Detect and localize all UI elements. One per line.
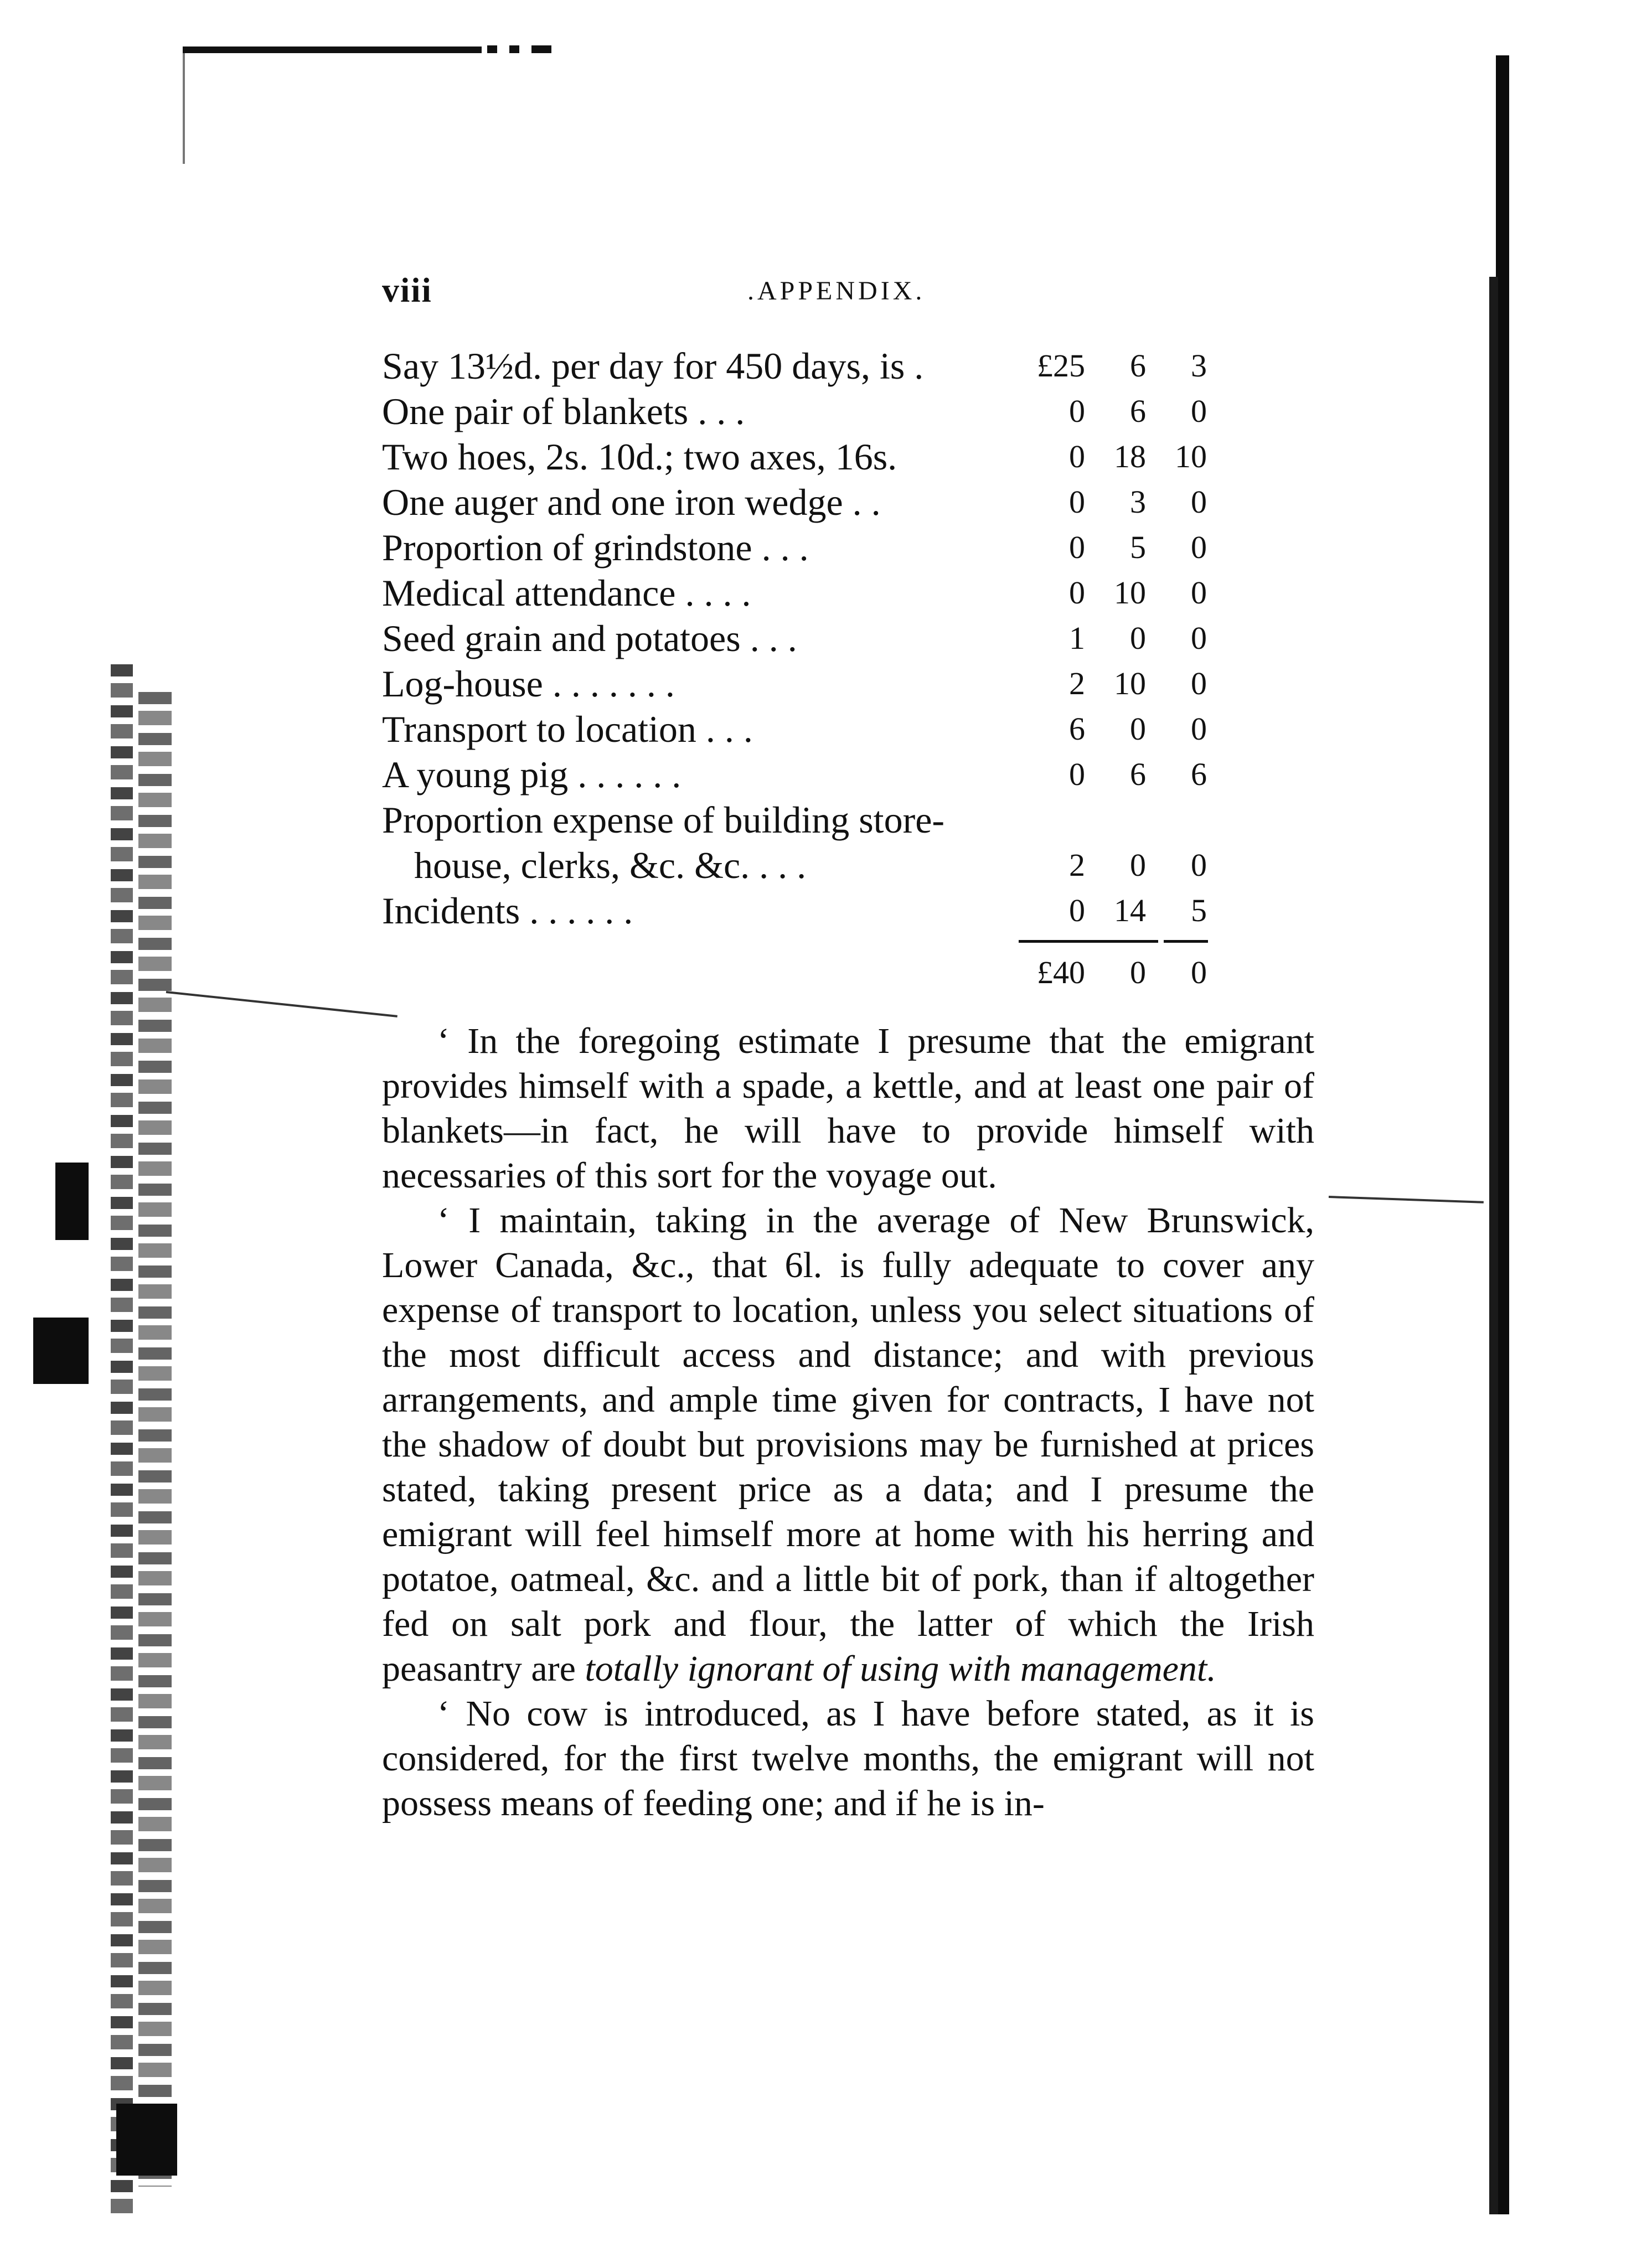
row-item: Say 13½d. per day for 450 days, is . [382,345,924,387]
row-shillings: 18 [1114,438,1146,474]
row-shillings: 6 [1130,348,1146,384]
row-pounds: £25 [1037,348,1085,384]
row-item: Two hoes, 2s. 10d.; two axes, 16s. [382,436,897,478]
row-item: Medical attendance . . . . [382,572,751,614]
table-row [382,389,1212,434]
scan-border-dash [487,45,497,53]
binding-block [116,2104,177,2176]
table-row [382,752,1212,797]
table-row [382,843,1212,888]
page-number: viii [382,272,432,309]
row-pounds: 6 [1069,711,1085,747]
row-shillings: 5 [1130,529,1146,565]
row-item: Seed grain and potatoes . . . [382,617,797,659]
row-pence: 0 [1191,529,1207,565]
scan-border-top [183,47,482,53]
row-pence: 0 [1191,711,1207,747]
binding-shadow [111,664,133,2214]
paragraph-text: ‘ I maintain, taking in the average of New Brunswick, Lower Canada, &c., that 6l. is fully adequate to cover any expense of transport to location, unless you select situations of the most difficult access and distance; and with previous arrangements, and ample time given for contracts, I have not the shadow of doubt but provisions may be furnished at prices stated, taking present price as a data; and I presume the emigrant will feel himself more at home with his herring and potatoe, oatmeal, &c. and a little bit of pork, than if altogether fed on salt pork and flour, the latter of which the Irish peasantry are [382,1200,1314,1689]
row-pounds: 0 [1069,575,1085,611]
total-rule [1164,940,1208,943]
body-text [382,1019,1314,1826]
row-item: Incidents . . . . . . [382,890,633,932]
row-pence: 6 [1191,756,1207,792]
table-row [382,706,1212,752]
table-row [382,570,1212,616]
row-pence: 0 [1191,847,1207,883]
row-item: Log-house . . . . . . . [382,663,675,705]
scan-border-left [183,53,185,164]
binding-block [55,1163,89,1240]
row-pence: 5 [1191,892,1207,928]
row-item: Proportion of grindstone . . . [382,526,809,569]
row-pence: 0 [1191,484,1207,520]
total-rule-row [382,933,1212,950]
row-pence: 0 [1191,620,1207,656]
table-row [382,888,1212,933]
row-pounds: 1 [1069,620,1085,656]
table-row [382,661,1212,706]
table-row [382,797,1212,843]
row-pounds: 0 [1069,484,1085,520]
row-shillings: 0 [1130,847,1146,883]
paragraph [382,1019,1314,1198]
row-shillings: 0 [1130,711,1146,747]
row-shillings: 6 [1130,393,1146,429]
table-row [382,434,1212,479]
paragraph-text: ‘ In the foregoing estimate I presume that the emigrant provides himself with a spade, a kettle, and at least one pair of blankets—in fact, he will have to provide himself with necessaries of this sort for the voyage out. [382,1021,1314,1196]
row-shillings: 0 [1130,620,1146,656]
paragraph [382,1198,1314,1691]
row-item: One pair of blankets . . . [382,390,745,432]
page-header [382,271,1312,316]
binding-block [33,1318,89,1384]
row-shillings: 3 [1130,484,1146,520]
row-pounds: 0 [1069,756,1085,792]
table-row [382,343,1212,389]
total-pence: 0 [1191,954,1207,990]
row-pence: 0 [1191,665,1207,701]
row-pounds: 0 [1069,393,1085,429]
row-pence: 0 [1191,575,1207,611]
paragraph-italic: totally ignorant of using with management. [585,1649,1216,1689]
row-pounds: 0 [1069,529,1085,565]
binding-shadow [138,692,172,2187]
paragraph [382,1691,1314,1826]
total-shillings: 0 [1130,954,1146,990]
total-pounds: £40 [1037,954,1085,990]
row-item: Transport to location . . . [382,708,753,750]
row-item: house, clerks, &c. &c. . . . [414,844,807,886]
scan-border-right-inner [1489,277,1498,2214]
fold-line [166,991,397,1017]
row-item: Proportion expense of building store- [382,799,945,841]
paragraph-text: ‘ No cow is introduced, as I have before stated, as it is considered, for the first twelve months, the emigrant will not possess means of feeding one; and if he is in- [382,1693,1314,1824]
row-item: A young pig . . . . . . [382,753,682,796]
row-shillings: 6 [1130,756,1146,792]
row-shillings: 14 [1114,892,1146,928]
row-pence: 3 [1191,348,1207,384]
scan-border-dash [531,45,551,53]
table-row [382,479,1212,525]
row-pence: 0 [1191,393,1207,429]
row-pence: 10 [1175,438,1207,474]
row-pounds: 2 [1069,665,1085,701]
running-head: .APPENDIX. [747,276,926,306]
row-pounds: 2 [1069,847,1085,883]
row-item: One auger and one iron wedge . . [382,481,881,523]
table-row [382,525,1212,570]
row-pounds: 0 [1069,438,1085,474]
fold-line [1329,1196,1484,1203]
table-row [382,616,1212,661]
total-row [382,950,1212,995]
total-rule [1019,940,1158,943]
row-shillings: 10 [1114,575,1146,611]
row-pounds: 0 [1069,892,1085,928]
expense-table [382,343,1212,995]
scan-border-dash [509,45,519,53]
row-shillings: 10 [1114,665,1146,701]
